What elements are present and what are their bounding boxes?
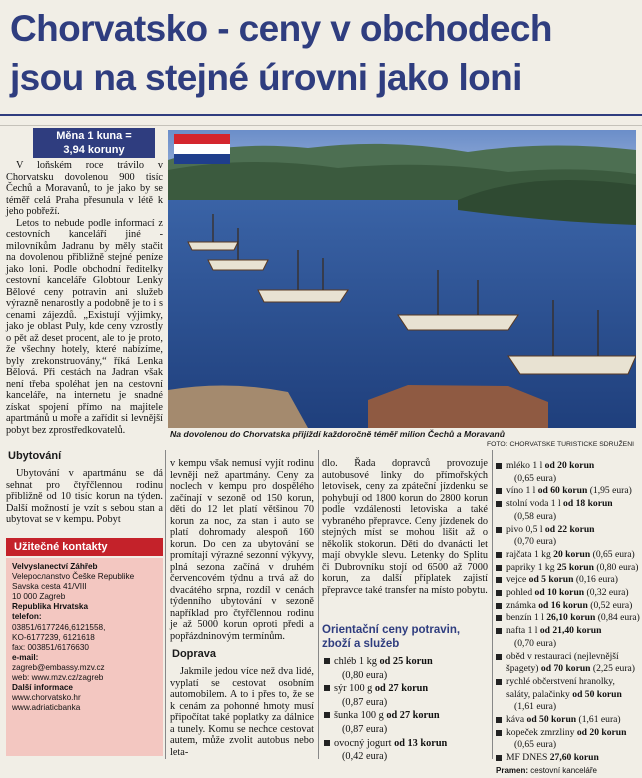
photo-credit: FOTO: CHORVATSKE TURISTICKE SDRUŽENI bbox=[486, 441, 634, 448]
price-item: vejce od 5 korun (0,16 eura) bbox=[496, 574, 638, 587]
accommodation-heading: Ubytování bbox=[8, 450, 62, 462]
transport-text bbox=[170, 666, 314, 758]
contact-line: e-mail: bbox=[12, 652, 39, 662]
price-eur: (0,70 eura) bbox=[514, 536, 557, 548]
col2-paragraph: v kempu však nemusí vyjít rodinu levněji než apartmány. Ceny za noclech v kempu pro dospělého začínají v sezoně od 150 korun, děti do 12 let platí většinou 70 korun za noc, za stan i auto se platí dohromady alespoň 160 korun. Do cen za ubytování se promítají výrazné sezonní výkyvy, plná sezona začíná v druhém červencovém týdnu a trvá až do dvacátého srpna, rozdíl v cenách týdenního ubytování v sezoně například pro čtyřčlennou rodinu je až 5000 korun oproti předi a popřázdninovým termínům. bbox=[170, 458, 314, 642]
price-item: kopeček zmrzliny od 20 korun bbox=[496, 727, 638, 740]
contacts-box bbox=[6, 558, 163, 756]
croatian-flag-icon bbox=[174, 134, 230, 164]
contact-line: Další informace bbox=[12, 683, 73, 693]
price-source: Pramen: cestovní kanceláře bbox=[496, 765, 597, 775]
price-eur: (0,80 eura) bbox=[342, 669, 388, 681]
contact-line: Velepослanstvo Češke Republike bbox=[12, 572, 135, 582]
price-item: sýr 100 g od 27 korun bbox=[324, 682, 489, 696]
contact-web-link[interactable]: www.chorvatsko.hr bbox=[12, 693, 81, 703]
price-eur: (0,58 eura) bbox=[514, 510, 557, 522]
transport-heading: Doprava bbox=[172, 648, 217, 660]
price-eur: (1,61 eura) bbox=[514, 701, 557, 713]
price-item: oběd v restauraci (nejlevnější špagety) od 70 korun (2,25 eura) bbox=[496, 651, 638, 676]
column-divider bbox=[492, 450, 493, 759]
contact-line: 03851/6177246,6121558, bbox=[12, 622, 106, 632]
price-item: káva od 50 korun (1,61 eura) bbox=[496, 714, 638, 727]
price-list-col3 bbox=[324, 655, 489, 764]
contact-line: 10 000 Zagreb bbox=[12, 592, 66, 602]
contact-line: Savska cesta 41/VIII bbox=[12, 582, 87, 592]
contact-web-link[interactable]: web: www.mzv.cz/zagreb bbox=[12, 673, 104, 683]
column-divider bbox=[165, 450, 166, 759]
price-item: šunka 100 g od 27 korun bbox=[324, 709, 489, 723]
column-3-text bbox=[322, 458, 488, 596]
contact-line: fax: 003851/6176630 bbox=[12, 642, 89, 652]
col3-paragraph: dlo. Řada dopravců provozuje autobusové linky do přímořských letovisek, ceny za zpáteční jízdenku se pohybují od 1800 korun do 2800 korun podle vzdálenosti letoviska a také vybraného přepravce. Ceny jízdenek do stejných míst se mohou lišit až o několik stokorun. Děti do dvanácti let mají obvykle slevu. Letenky do Splitu či Dubrovníku stojí od 6500 až 7000 korun, za další příplatek zajistí přepravce také transfer na místo pobytu. bbox=[322, 458, 488, 596]
accommodation-text bbox=[6, 468, 163, 526]
price-item: stolní voda 1 l od 18 korun bbox=[496, 498, 638, 511]
price-item: mléko 1 l od 20 korun bbox=[496, 460, 638, 473]
price-item: rajčata 1 kg 20 korun (0,65 eura) bbox=[496, 549, 638, 562]
price-item: víno 1 l od 60 korun (1,95 eura) bbox=[496, 485, 638, 498]
intro-paragraph: V loňském roce trávilo v Chorvatsku dovolenou 900 tisíc Čechů a Moravanů, to je jako by se téměř celá Praha přesunula v létě k jeho pobřeží. bbox=[6, 160, 163, 217]
price-item: pohled od 10 korun (0,32 eura) bbox=[496, 587, 638, 600]
price-item: nafta 1 l od 21,40 korun bbox=[496, 625, 638, 638]
price-eur: (0,42 eura) bbox=[342, 751, 388, 763]
contact-web-link[interactable]: www.adriaticbanka bbox=[12, 703, 81, 713]
transport-paragraph: Jakmile jedou více než dva lidé, vyplatí se cestovat osobním automobilem. A to i přes to, že se k cenám za pohonné hmoty musí připočítat také poplatky za dálnice a tunely. Komu se nechce cestovat autem, může zvolit autobus nebo leta- bbox=[170, 666, 314, 758]
price-item: MF DNES 27,60 korun bbox=[496, 752, 638, 765]
price-eur: (0,65 eura) bbox=[514, 472, 557, 484]
contact-line: Republika Hrvatska bbox=[12, 602, 88, 612]
currency-box bbox=[33, 128, 155, 158]
contact-line: telefon: bbox=[12, 612, 42, 622]
headline-line-1: Chorvatsko - ceny v obchodech bbox=[10, 8, 552, 49]
headline-rule bbox=[0, 114, 642, 116]
intro-paragraph: Letos to nebude podle informací z cestovních kanceláří jiné - milovníkům Jadranu by měly stačit na dovolenou přibližně stejné peníze jako loni. Podle obchodní ředitelky cestovní kanceláře Globtour Lenky Bělové ceny potravin ani služeb výrazně nenarostly a podobně je to i s cenami zájezdů. „Existují výjimky, jako je oblast Puly, kde ceny vzrostly o pět až deset procent, ale to je proto, že všechny hotely, které nabízíme, byly zrekonstruovány,“ říká Lenka Bělová. Při cestách na Jadran však není třeba spoléhat jen na cestovní kanceláře, na internetu je snadné získat spojení přímo na majitele apartmánů u moře a zařídit si levnější pobyt bez zprostředkovatelů. bbox=[6, 217, 163, 436]
price-item: benzín 1 l 26,10 korun (0,84 eura) bbox=[496, 612, 638, 625]
headline bbox=[10, 4, 636, 102]
currency-line-1: Měna 1 kuna = bbox=[56, 130, 132, 142]
currency-line-2: 3,94 koruny bbox=[63, 144, 125, 156]
price-item: rychlé občerstvení hranolky, saláty, palačinky od 50 korun bbox=[496, 676, 638, 701]
photo-caption: Na dovolenou do Chorvatska přijíždí každoročně téměř milion Čechů a Moravanů bbox=[170, 429, 506, 439]
price-list-col4 bbox=[496, 460, 638, 778]
intro-column bbox=[6, 160, 163, 436]
headline-line-2: jsou na stejné úrovni jako loni bbox=[10, 57, 522, 98]
price-item: chléb 1 kg od 25 korun bbox=[324, 655, 489, 669]
price-eur: (0,87 eura) bbox=[342, 696, 388, 708]
price-item: pivo 0,5 l od 22 korun bbox=[496, 524, 638, 537]
price-eur: (0,87 eura) bbox=[342, 723, 388, 735]
price-eur: (0,65 eura) bbox=[514, 739, 557, 751]
price-item: papriky 1 kg 25 korun (0,80 eura) bbox=[496, 562, 638, 575]
contact-line: Velvyslanectví Záhřeb bbox=[12, 562, 98, 571]
contact-line: KO-6177239, 6121618 bbox=[12, 632, 95, 642]
price-item: známka od 16 korun (0,52 eura) bbox=[496, 600, 638, 613]
accommodation-paragraph: Ubytování v apartmánu se dá sehnat pro čtyřčlennou rodinu přibližně od 10 tisíc korun na týden. Další možností je vzít s sebou stan a ubytovat se v kempu. Pobyt bbox=[6, 468, 163, 525]
price-item: ovocný jogurt od 13 korun bbox=[324, 737, 489, 751]
contact-email[interactable]: zagreb@embassy.mzv.cz bbox=[12, 662, 105, 672]
column-2-text bbox=[170, 458, 314, 642]
price-eur: (0,70 eura) bbox=[514, 637, 557, 649]
contacts-heading: Užitečné kontakty bbox=[6, 538, 163, 556]
prices-heading: Orientační ceny potravin, zboží a služeb bbox=[322, 624, 461, 650]
column-divider bbox=[318, 450, 319, 759]
thin-rule bbox=[0, 125, 642, 126]
harbor-photo bbox=[168, 130, 636, 428]
